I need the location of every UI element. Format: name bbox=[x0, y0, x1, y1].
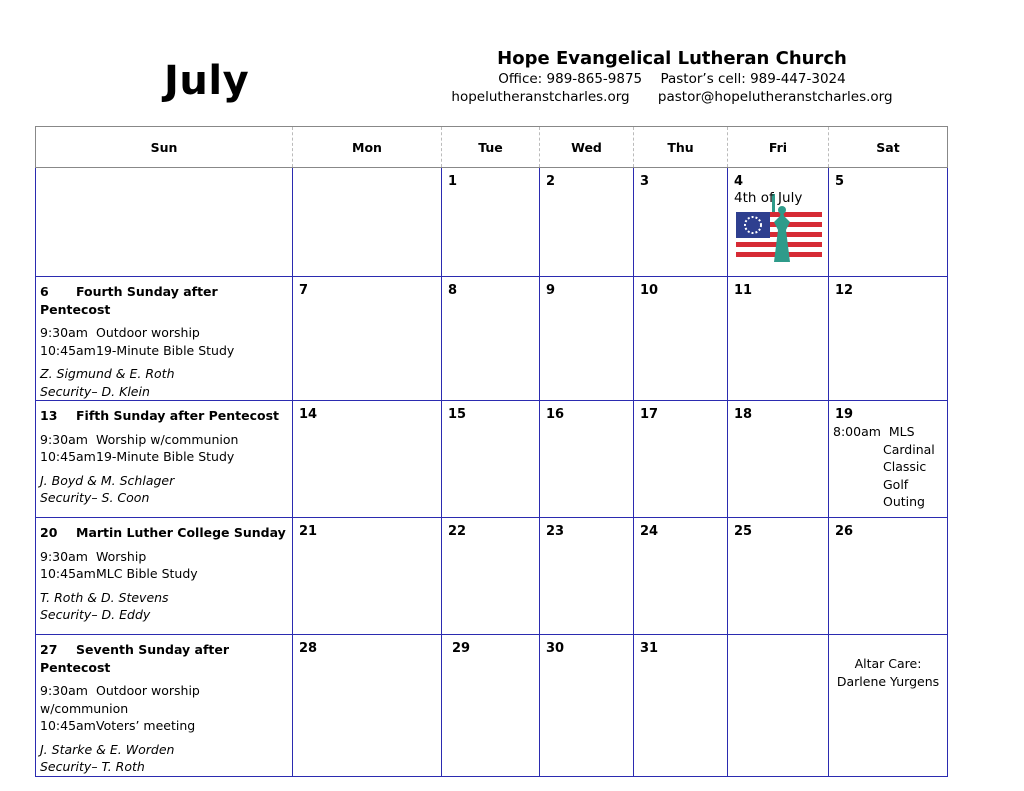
day-cell[interactable] bbox=[293, 635, 442, 777]
day-cell[interactable] bbox=[293, 401, 442, 518]
event-name: Cardinal bbox=[883, 441, 935, 457]
altar-care-cell bbox=[829, 635, 948, 777]
holiday-label: 4th of July bbox=[734, 190, 803, 206]
event-time: 10:45am bbox=[40, 449, 96, 464]
sunday-cell[interactable] bbox=[36, 518, 293, 635]
event-name: MLS bbox=[888, 424, 915, 439]
day-cell[interactable] bbox=[442, 518, 540, 635]
day-cell[interactable] bbox=[540, 518, 634, 635]
sunday-title: Fourth Sunday after Pentecost bbox=[40, 284, 218, 317]
ushers: T. Roth & D. Stevens bbox=[40, 589, 169, 605]
church-name: Hope Evangelical Lutheran Church bbox=[497, 48, 847, 69]
event-name: Golf bbox=[883, 476, 909, 492]
sunday-title: Fifth Sunday after Pentecost bbox=[76, 408, 280, 423]
event-name: Outdoor worship bbox=[96, 325, 200, 340]
altar-care-label: Altar Care: bbox=[854, 656, 922, 671]
ushers: J. Starke & E. Worden bbox=[40, 741, 175, 757]
day-number: 22 bbox=[448, 524, 467, 539]
week-row-3 bbox=[36, 401, 948, 518]
pastor-cell: Pastor’s cell: 989-447-3024 bbox=[660, 71, 846, 87]
weekday-sat: Sat bbox=[829, 127, 948, 168]
day-number: 31 bbox=[640, 641, 659, 656]
day-number: 20 bbox=[40, 525, 58, 540]
event-time: 8:00am bbox=[833, 424, 881, 439]
sunday-cell[interactable] bbox=[36, 401, 293, 518]
church-header bbox=[440, 48, 904, 105]
day-cell[interactable] bbox=[293, 277, 442, 401]
day-number: 1 bbox=[448, 174, 458, 189]
day-number: 11 bbox=[734, 283, 753, 298]
day-number: 27 bbox=[40, 642, 58, 657]
day-cell[interactable] bbox=[728, 401, 829, 518]
day-number: 10 bbox=[640, 283, 659, 298]
day-cell[interactable] bbox=[442, 635, 540, 777]
event-name: Worship bbox=[96, 548, 147, 564]
day-number: 29 bbox=[452, 641, 471, 656]
day-number: 4 bbox=[734, 174, 744, 189]
day-cell-empty bbox=[728, 635, 829, 777]
day-cell[interactable] bbox=[634, 168, 728, 277]
weekday-mon: Mon bbox=[293, 127, 442, 168]
day-number: 30 bbox=[546, 641, 565, 656]
day-number: 19 bbox=[835, 407, 854, 422]
weekday-wed: Wed bbox=[540, 127, 634, 168]
day-cell-july-4[interactable] bbox=[728, 168, 829, 277]
day-number: 25 bbox=[734, 524, 753, 539]
day-number: 18 bbox=[734, 407, 753, 422]
security: Security– D. Eddy bbox=[40, 607, 151, 622]
day-cell[interactable] bbox=[829, 518, 948, 635]
security: Security– D. Klein bbox=[40, 383, 150, 399]
day-number: 6 bbox=[40, 284, 49, 299]
day-cell[interactable] bbox=[634, 635, 728, 777]
church-website[interactable]: hopelutheranstcharles.org bbox=[451, 89, 630, 105]
security: Security– T. Roth bbox=[40, 759, 145, 774]
altar-care-name: Darlene Yurgens bbox=[836, 673, 940, 689]
event-name: Classic bbox=[883, 459, 927, 474]
golf-event bbox=[833, 423, 935, 511]
event-time: 10:45am bbox=[40, 718, 96, 733]
day-number: 24 bbox=[640, 524, 659, 539]
calendar-grid bbox=[35, 126, 948, 777]
day-number: 5 bbox=[835, 174, 845, 189]
weekday-thu: Thu bbox=[634, 127, 728, 168]
day-number: 2 bbox=[546, 174, 556, 189]
ushers: Z. Sigmund & E. Roth bbox=[40, 366, 175, 381]
day-number: 7 bbox=[299, 283, 309, 298]
ushers: J. Boyd & M. Schlager bbox=[40, 472, 175, 488]
event-time: 9:30am bbox=[40, 325, 88, 340]
day-cell[interactable] bbox=[540, 277, 634, 401]
day-number: 14 bbox=[299, 407, 318, 422]
day-number: 21 bbox=[299, 524, 318, 539]
day-number: 15 bbox=[448, 407, 467, 422]
event-name: Outing bbox=[883, 494, 925, 509]
weekday-sun: Sun bbox=[36, 127, 293, 168]
day-cell[interactable] bbox=[829, 168, 948, 277]
day-cell[interactable] bbox=[634, 401, 728, 518]
day-number: 3 bbox=[640, 174, 650, 189]
sunday-cell[interactable] bbox=[36, 277, 293, 401]
day-cell[interactable] bbox=[634, 518, 728, 635]
event-name: 19-Minute Bible Study bbox=[96, 449, 235, 464]
day-number: 8 bbox=[448, 283, 458, 298]
week-row-4 bbox=[36, 518, 948, 635]
event-name: Outdoor worship w/communion bbox=[40, 683, 200, 716]
day-cell[interactable] bbox=[829, 277, 948, 401]
day-cell[interactable] bbox=[634, 277, 728, 401]
day-number: 13 bbox=[40, 408, 58, 423]
month-title: July bbox=[164, 58, 250, 104]
day-cell[interactable] bbox=[442, 401, 540, 518]
day-number: 16 bbox=[546, 407, 565, 422]
day-number: 23 bbox=[546, 524, 565, 539]
day-cell[interactable] bbox=[293, 518, 442, 635]
event-time: 9:30am bbox=[40, 431, 88, 447]
weekday-tue: Tue bbox=[442, 127, 540, 168]
pastor-email[interactable]: pastor@hopelutheranstcharles.org bbox=[657, 89, 893, 105]
event-name: MLC Bible Study bbox=[96, 566, 198, 581]
sunday-title: Seventh Sunday after Pentecost bbox=[40, 642, 230, 675]
event-name: 19-Minute Bible Study bbox=[96, 342, 235, 358]
day-cell-empty bbox=[36, 168, 293, 277]
day-cell[interactable] bbox=[540, 168, 634, 277]
day-number: 9 bbox=[546, 283, 556, 298]
day-cell[interactable] bbox=[728, 277, 829, 401]
day-number: 12 bbox=[835, 283, 854, 298]
event-time: 9:30am bbox=[40, 683, 88, 698]
day-number: 28 bbox=[299, 641, 318, 656]
weekday-fri: Fri bbox=[728, 127, 829, 168]
day-cell-empty bbox=[293, 168, 442, 277]
day-cell-golf[interactable] bbox=[829, 401, 948, 518]
weekday-header-row bbox=[36, 127, 948, 168]
day-cell[interactable] bbox=[442, 168, 540, 277]
event-time: 10:45am bbox=[40, 566, 96, 581]
day-cell[interactable] bbox=[540, 401, 634, 518]
day-cell[interactable] bbox=[728, 518, 829, 635]
sunday-title: Martin Luther College Sunday bbox=[76, 525, 286, 540]
day-number: 17 bbox=[640, 407, 659, 422]
event-time: 9:30am bbox=[40, 548, 88, 564]
event-name: Voters’ meeting bbox=[96, 718, 196, 733]
week-row-1 bbox=[36, 168, 948, 277]
sunday-cell[interactable] bbox=[36, 635, 293, 777]
event-time: 10:45am bbox=[40, 342, 96, 358]
event-name: Worship w/communion bbox=[96, 431, 239, 447]
day-cell[interactable] bbox=[540, 635, 634, 777]
office-phone: Office: 989-865-9875 bbox=[498, 71, 643, 87]
security: Security– S. Coon bbox=[40, 490, 150, 505]
day-cell[interactable] bbox=[442, 277, 540, 401]
week-row-2 bbox=[36, 277, 948, 401]
day-number: 26 bbox=[835, 524, 854, 539]
week-row-5 bbox=[36, 635, 948, 777]
